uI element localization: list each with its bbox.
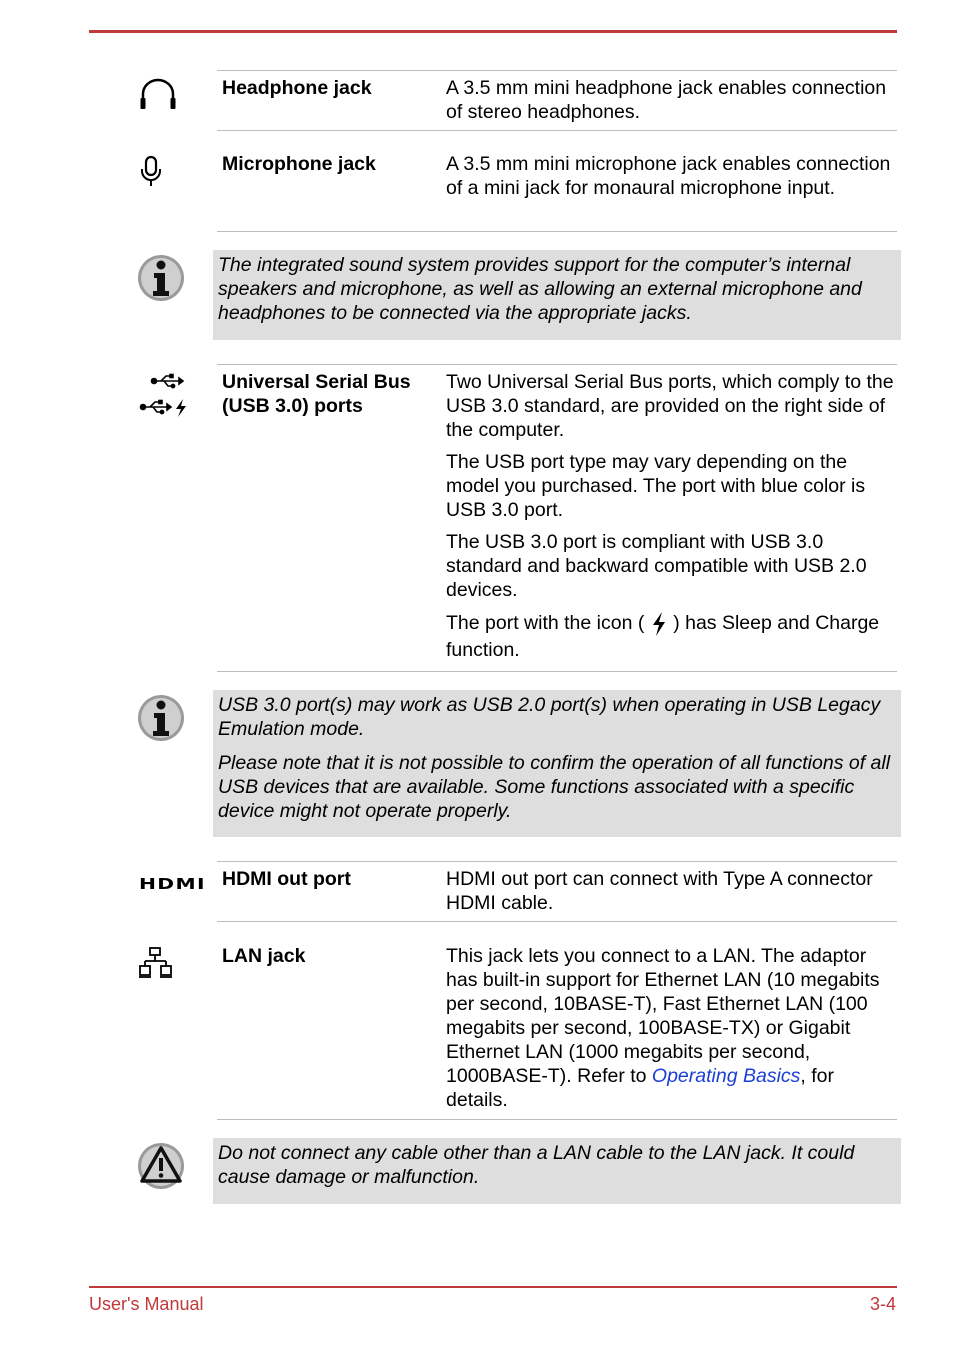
table-divider — [217, 364, 897, 365]
usb-desc-p2: The USB port type may vary depending on the model you purchased. The port with blue color is USB 3.0 port. — [446, 451, 866, 521]
usb-desc-p4 — [446, 610, 894, 664]
table-divider — [217, 861, 897, 862]
table-divider — [217, 231, 897, 232]
microphone-jack-term: Microphone jack — [222, 153, 376, 175]
lan-desc-text-after: , for details. — [446, 1065, 835, 1111]
footer-page-number: 3-4 — [869, 1294, 896, 1314]
footer-manual-title: User's Manual — [89, 1294, 204, 1314]
header-rule — [89, 30, 897, 33]
sound-note — [213, 250, 901, 340]
table-divider — [217, 1119, 897, 1120]
hdmi-port-desc: HDMI out port can connect with Type A connector HDMI cable. — [446, 868, 873, 914]
usb-desc-p1: Two Universal Serial Bus ports, which comply to the USB 3.0 standard, are provided on the right side of the computer. — [446, 371, 894, 441]
usb-icon — [139, 372, 191, 418]
usb-note — [213, 690, 901, 837]
usb-note-p1: USB 3.0 port(s) may work as USB 2.0 port(s) when operating in USB Legacy Emulation mode. — [218, 694, 881, 740]
usb-note-p2: Please note that it is not possible to confirm the operation of all functions of all USB devices that are available. Some functions associated with a specific device might not operate properly. — [218, 752, 891, 822]
footer-rule — [89, 1286, 897, 1288]
warning-icon — [136, 1141, 186, 1191]
lan-jack-desc — [446, 944, 894, 1112]
info-icon — [136, 693, 186, 743]
sleep-and-charge-icon — [650, 611, 668, 637]
microphone-jack-desc: A 3.5 mm mini microphone jack enables connection of a mini jack for monaural microphone input. — [446, 153, 891, 199]
usb-ports-term: Universal Serial Bus (USB 3.0) ports — [222, 371, 411, 417]
microphone-icon — [139, 155, 163, 189]
table-divider — [217, 130, 897, 131]
hdmi-port-term: HDMI out port — [222, 868, 351, 890]
usb-desc-p4-after: ) has Sleep and Charge function. — [446, 612, 880, 661]
lan-caution-text: Do not connect any cable other than a LAN cable to the LAN jack. It could cause damage or malfunction. — [218, 1142, 855, 1188]
sound-note-text: The integrated sound system provides support for the computer’s internal speakers and microphone, as well as allowing an external microphone and headphones to be connected via the appropriate jacks. — [218, 254, 862, 324]
usb-desc-p4-before: The port with the icon ( — [446, 612, 645, 634]
usb-desc-p3: The USB 3.0 port is compliant with USB 3.0 standard and backward compatible with USB 2.0 devices. — [446, 531, 867, 601]
usb-ports-desc — [446, 370, 894, 672]
lan-caution-note — [213, 1138, 901, 1204]
table-divider — [217, 921, 897, 922]
info-icon — [136, 253, 186, 303]
hdmi-icon: HDMI — [139, 875, 206, 893]
lan-jack-term: LAN jack — [222, 945, 306, 967]
table-divider — [217, 70, 897, 71]
headphone-jack-term: Headphone jack — [222, 77, 372, 99]
headphone-icon — [139, 78, 177, 112]
headphone-jack-desc: A 3.5 mm mini headphone jack enables connection of stereo headphones. — [446, 77, 887, 123]
network-icon — [139, 947, 173, 979]
lan-desc-text: This jack lets you connect to a LAN. The adaptor has built-in support for Ethernet LAN (10 megabits per second, 10BASE-T), Fast Ethernet LAN (100 megabits per second, 100BASE-TX) or Gigabit Ethernet LAN (1000 megabits per second, 1000BASE-T). Refer to — [446, 945, 880, 1087]
table-divider — [217, 671, 897, 672]
operating-basics-link[interactable]: Operating Basics — [651, 1065, 801, 1087]
